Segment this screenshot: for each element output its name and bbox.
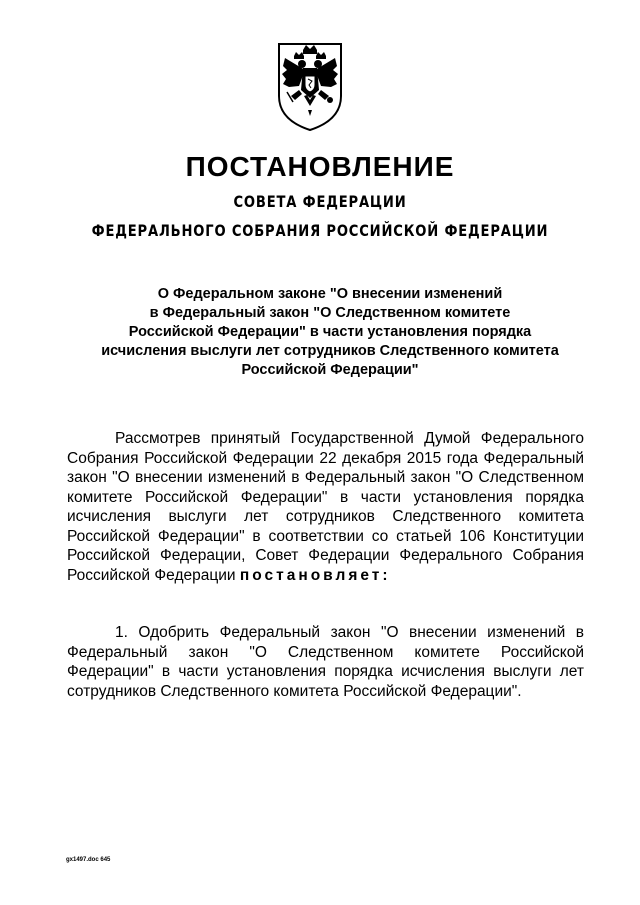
subject-line: в Федеральный закон "О Следственном комитете: [149, 305, 511, 321]
subject-line: исчисления выслуги лет сотрудников Следственного комитета: [101, 343, 559, 359]
subject-line: Российской Федерации": [241, 362, 419, 378]
preamble-text: Рассмотрев принятый Государственной Думой Федерального Собрания Российской Федерации 22 декабря 2015 года Федеральный закон "О внесении изменений в Федеральный закон "О Следственном комитете Российской Федерации" в части установления порядка исчисления выслуги лет сотрудников Следственного комитета Российской Федерации" в соответствии со статьей 106 Конституции Российской Федерации, Совет Федерации Федерального Собрания Российской Федерации: [67, 430, 584, 584]
resolution-text: 1. Одобрить Федеральный закон "О внесении изменений в Федеральный закон "О Следственном комитете Российской Федерации" в части установления порядка исчисления выслуги лет сотрудников Следственного комитета Российской Федерации".: [67, 624, 584, 700]
preamble-paragraph: [67, 429, 584, 585]
subject-line: Российской Федерации" в части установления порядка: [128, 324, 532, 340]
document-title: ПОСТАНОВЛЕНИЕ: [185, 151, 455, 182]
decision-word: постановляет:: [239, 566, 391, 584]
issuer-line-1: СОВЕТА ФЕДЕРАЦИИ: [233, 192, 407, 211]
subject-line: О Федеральном законе "О внесении изменений: [157, 286, 503, 302]
russian-coat-of-arms-icon: [275, 40, 345, 132]
resolution-item-1: [67, 623, 584, 701]
issuer-line-2: ФЕДЕРАЛЬНОГО СОБРАНИЯ РОССИЙСКОЙ ФЕДЕРАЦИИ: [91, 221, 549, 240]
file-reference: gx1497.doc 645: [66, 857, 111, 863]
document-subject: [100, 285, 560, 380]
